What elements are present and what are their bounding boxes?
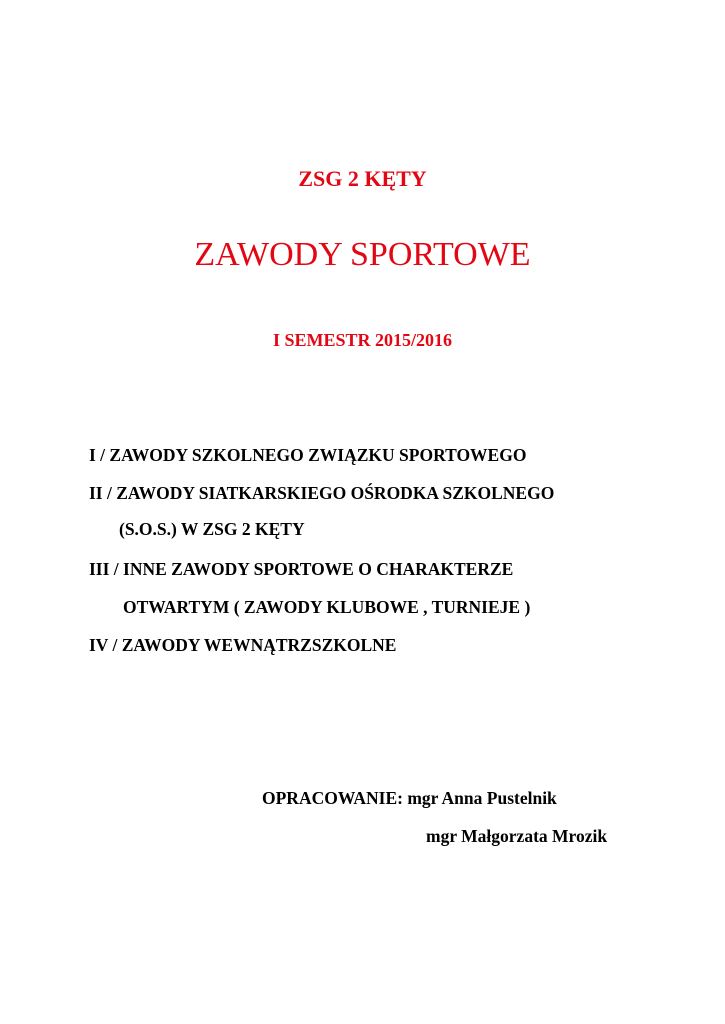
list-item-1: I / ZAWODY SZKOLNEGO ZWIĄZKU SPORTOWEGO	[89, 445, 527, 465]
school-name: ZSG 2 KĘTY	[298, 166, 427, 191]
list-item-2: II / ZAWODY SIATKARSKIEGO OŚRODKA SZKOLNEGO	[89, 483, 555, 503]
list-item-3: III / INNE ZAWODY SPORTOWE O CHARAKTERZE	[89, 559, 514, 579]
page-title: ZAWODY SPORTOWE	[194, 236, 531, 273]
semester-label: I SEMESTR 2015/2016	[272, 330, 453, 350]
list-item-2-continuation: (S.O.S.) W ZSG 2 KĘTY	[119, 519, 305, 539]
list-item-3-continuation: OTWARTYM ( ZAWODY KLUBOWE , TURNIEJE )	[123, 597, 531, 617]
list-item-4: IV / ZAWODY WEWNĄTRZSZKOLNE	[89, 635, 397, 655]
author-line-2: mgr Małgorzata Mrozik	[426, 826, 608, 846]
author-line-1: OPRACOWANIE: mgr Anna Pustelnik	[262, 788, 557, 808]
